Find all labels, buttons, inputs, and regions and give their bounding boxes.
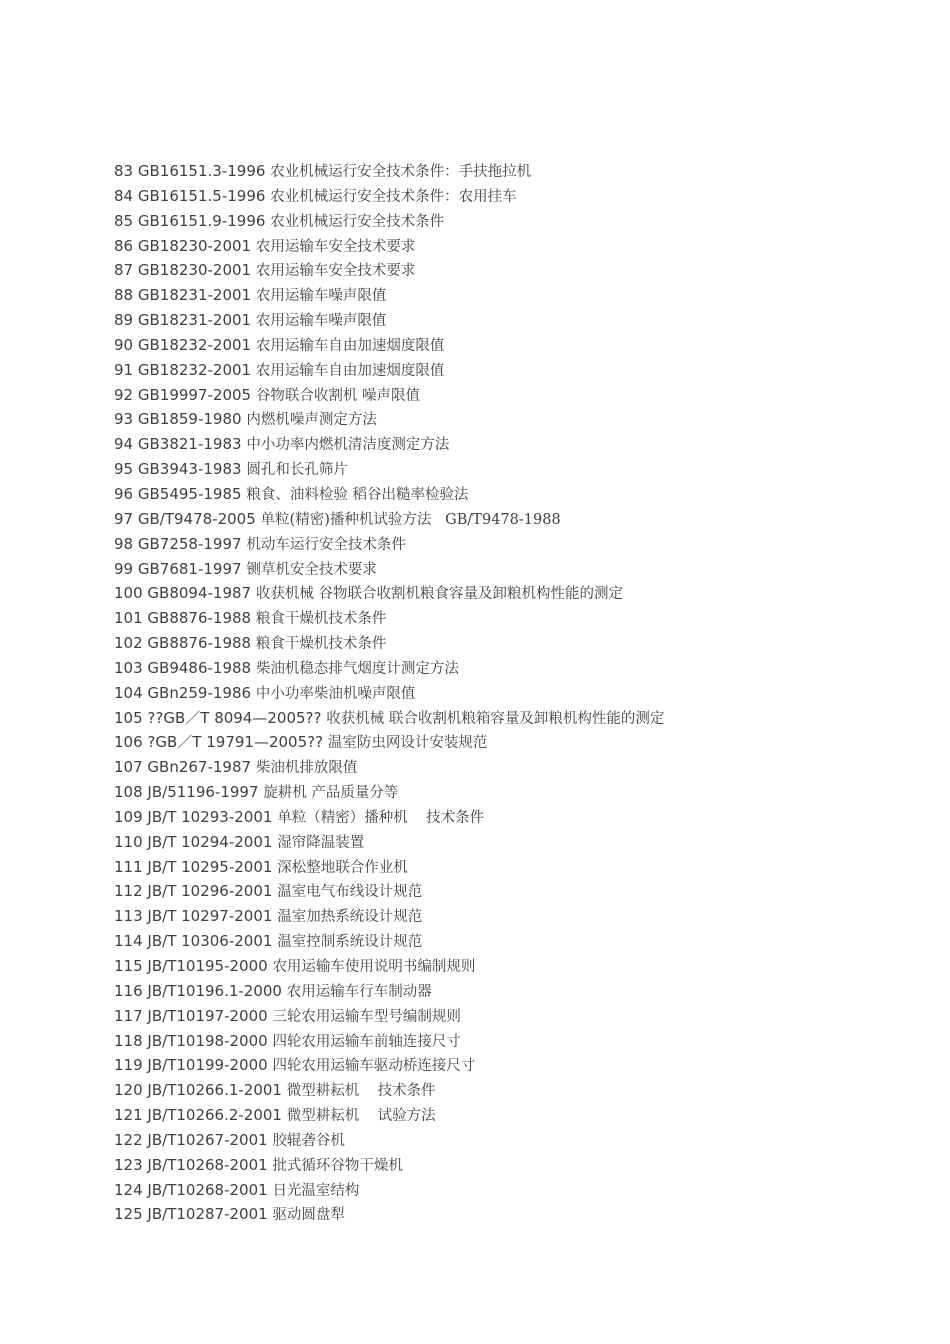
standard-code: GB18230-2001 bbox=[137, 261, 252, 280]
standard-title: 农业机械运行安全技术条件：手扶拖拉机 bbox=[270, 164, 532, 180]
list-item bbox=[114, 532, 914, 557]
standard-code: GBn259-1986 bbox=[147, 683, 252, 702]
item-number: 88 bbox=[114, 286, 134, 305]
list-item bbox=[114, 631, 914, 656]
standard-title: 四轮农用运输车前轴连接尺寸 bbox=[272, 1033, 461, 1050]
list-item bbox=[114, 830, 914, 855]
standard-code: JB/T 10296-2001 bbox=[147, 882, 273, 901]
item-number: 102 bbox=[114, 634, 143, 653]
standard-code: JB/T10266.1-2001 bbox=[147, 1081, 282, 1100]
standard-code: JB/T10287-2001 bbox=[147, 1205, 268, 1224]
item-number: 103 bbox=[114, 658, 143, 677]
item-number: 107 bbox=[114, 758, 143, 777]
standard-title: 农业机械运行安全技术条件：农用挂车 bbox=[270, 188, 517, 205]
item-number: 85 bbox=[114, 211, 134, 230]
standards-list bbox=[114, 159, 914, 1227]
standard-title: 中小功率柴油机噪声限值 bbox=[255, 685, 416, 702]
standard-title: 铡草机安全技术要求 bbox=[246, 561, 377, 578]
item-number: 123 bbox=[114, 1155, 143, 1174]
list-item bbox=[114, 954, 914, 979]
standard-title: 温室防虫网设计安装规范 bbox=[327, 735, 488, 752]
standard-title: 粮食干燥机技术条件 bbox=[255, 636, 387, 653]
list-item bbox=[114, 507, 914, 532]
item-number: 94 bbox=[114, 435, 134, 454]
list-item bbox=[114, 432, 914, 457]
standard-title: 温室加热系统设计规范 bbox=[277, 909, 423, 926]
standard-code: GB7681-1997 bbox=[137, 559, 242, 578]
item-number: 111 bbox=[114, 857, 143, 876]
standard-title: 柴油机稳态排气烟度计测定方法 bbox=[255, 660, 459, 677]
standard-title: 机动车运行安全技术条件 bbox=[246, 536, 406, 553]
standard-title: 三轮农用运输车型号编制规则 bbox=[272, 1008, 461, 1025]
item-number: 119 bbox=[114, 1056, 143, 1075]
standard-code: GB/T9478-2005 bbox=[137, 509, 256, 528]
standard-title: 农用运输车使用说明书编制规则 bbox=[272, 959, 476, 975]
list-item bbox=[114, 1153, 914, 1178]
list-item bbox=[114, 879, 914, 904]
standard-code: GB1859-1980 bbox=[137, 410, 242, 429]
standard-title: 柴油机排放限值 bbox=[255, 760, 358, 777]
item-number: 112 bbox=[114, 882, 143, 901]
item-number: 87 bbox=[114, 261, 134, 280]
standard-title: 农用运输车自由加速烟度限值 bbox=[255, 337, 445, 354]
list-item bbox=[114, 1178, 914, 1203]
standard-code: GB18232-2001 bbox=[137, 335, 252, 354]
list-item bbox=[114, 557, 914, 582]
standard-code: JB/T10268-2001 bbox=[147, 1155, 268, 1174]
standard-title: 农用运输车行车制动器 bbox=[286, 983, 432, 1000]
standard-title: 日光温室结构 bbox=[272, 1182, 360, 1199]
item-number: 84 bbox=[114, 186, 134, 205]
item-number: 97 bbox=[114, 509, 134, 528]
list-item bbox=[114, 308, 914, 333]
standard-title: 批式循环谷物干燥机 bbox=[272, 1157, 403, 1174]
standard-title: 收获机械 联合收割机粮箱容量及卸粮机构性能的测定 bbox=[326, 710, 665, 727]
standard-title: 驱动圆盘犁 bbox=[272, 1207, 345, 1224]
list-item bbox=[114, 581, 914, 606]
standard-code: GB3943-1983 bbox=[137, 460, 242, 479]
standard-code: GB18230-2001 bbox=[137, 236, 252, 255]
item-number: 125 bbox=[114, 1205, 143, 1224]
item-number: 113 bbox=[114, 907, 143, 926]
list-item bbox=[114, 855, 914, 880]
standard-code: GB7258-1997 bbox=[137, 534, 242, 553]
standard-title: 农用运输车噪声限值 bbox=[255, 288, 387, 305]
item-number: 121 bbox=[114, 1106, 143, 1125]
standard-title: 谷物联合收割机 噪声限值 bbox=[255, 387, 420, 404]
standard-title: 内燃机噪声测定方法 bbox=[246, 412, 377, 429]
standard-code: JB/T 10306-2001 bbox=[147, 932, 273, 951]
item-number: 117 bbox=[114, 1006, 143, 1025]
list-item bbox=[114, 706, 914, 731]
list-item bbox=[114, 283, 914, 308]
standard-code: GB8094-1987 bbox=[147, 584, 252, 603]
item-number: 96 bbox=[114, 484, 134, 503]
standard-title: 四轮农用运输车驱动桥连接尺寸 bbox=[272, 1058, 476, 1075]
item-number: 122 bbox=[114, 1130, 143, 1149]
standard-code: GB8876-1988 bbox=[147, 609, 252, 628]
standard-code: GB16151.5-1996 bbox=[137, 186, 266, 205]
standard-code: GB8876-1988 bbox=[147, 634, 252, 653]
item-number: 86 bbox=[114, 236, 134, 255]
list-item bbox=[114, 159, 914, 184]
item-number: 109 bbox=[114, 807, 143, 826]
item-number: 116 bbox=[114, 981, 143, 1000]
standard-code: JB/T 10293-2001 bbox=[147, 807, 273, 826]
standard-code: JB/T10267-2001 bbox=[147, 1130, 268, 1149]
item-number: 83 bbox=[114, 162, 134, 180]
standard-title: 单粒(精密)播种机试验方法 GB/T9478-1988 bbox=[260, 511, 561, 528]
standard-code: JB/T 10294-2001 bbox=[147, 832, 273, 851]
list-item bbox=[114, 730, 914, 755]
standard-title: 深松整地联合作业机 bbox=[277, 859, 408, 876]
list-item bbox=[114, 407, 914, 432]
standard-code: JB/T 10297-2001 bbox=[147, 907, 273, 926]
list-item bbox=[114, 457, 914, 482]
list-item bbox=[114, 482, 914, 507]
item-number: 106 bbox=[114, 733, 143, 752]
standard-title: 温室控制系统设计规范 bbox=[277, 934, 423, 951]
item-number: 93 bbox=[114, 410, 134, 429]
list-item bbox=[114, 979, 914, 1004]
standard-code: GB18232-2001 bbox=[137, 360, 252, 379]
list-item bbox=[114, 1128, 914, 1153]
standard-code: JB/T10266.2-2001 bbox=[147, 1106, 282, 1125]
list-item bbox=[114, 681, 914, 706]
standard-title: 农用运输车自由加速烟度限值 bbox=[255, 362, 445, 379]
standard-code: JB/T10195-2000 bbox=[147, 957, 268, 975]
item-number: 105 bbox=[114, 708, 143, 727]
list-item bbox=[114, 333, 914, 358]
standard-code: JB/T10198-2000 bbox=[147, 1031, 268, 1050]
standard-code: GB3821-1983 bbox=[137, 435, 242, 454]
item-number: 92 bbox=[114, 385, 134, 404]
standard-title: 微型耕耘机 技术条件 bbox=[286, 1083, 436, 1100]
list-item bbox=[114, 780, 914, 805]
standard-title: 农用运输车噪声限值 bbox=[255, 313, 387, 330]
list-item bbox=[114, 1078, 914, 1103]
standard-code: JB/T10196.1-2000 bbox=[147, 981, 282, 1000]
item-number: 108 bbox=[114, 783, 143, 802]
list-item bbox=[114, 805, 914, 830]
standard-title: 粮食、油料检验 稻谷出糙率检验法 bbox=[246, 486, 469, 503]
list-item bbox=[114, 755, 914, 780]
standard-code: JB/T10197-2000 bbox=[147, 1006, 268, 1025]
standard-code: JB/T10268-2001 bbox=[147, 1180, 268, 1199]
item-number: 104 bbox=[114, 683, 143, 702]
standard-code: GB16151.3-1996 bbox=[137, 162, 266, 180]
standard-code: GB18231-2001 bbox=[137, 311, 252, 330]
standard-title: 圆孔和长孔筛片 bbox=[246, 462, 348, 479]
list-item bbox=[114, 234, 914, 259]
list-item bbox=[114, 1103, 914, 1128]
standard-title: 湿帘降温装置 bbox=[277, 834, 365, 851]
standard-code: JB/51196-1997 bbox=[147, 783, 259, 802]
item-number: 89 bbox=[114, 311, 134, 330]
standard-code: ??GB／T 8094—2005?? bbox=[147, 708, 322, 727]
list-item bbox=[114, 656, 914, 681]
standard-code: GB9486-1988 bbox=[147, 658, 252, 677]
standard-title: 农用运输车安全技术要求 bbox=[255, 263, 416, 280]
list-item bbox=[114, 184, 914, 209]
list-item bbox=[114, 929, 914, 954]
standard-code: GB5495-1985 bbox=[137, 484, 242, 503]
standard-code: GB19997-2005 bbox=[137, 385, 252, 404]
list-item bbox=[114, 904, 914, 929]
item-number: 118 bbox=[114, 1031, 143, 1050]
standard-title: 中小功率内燃机清洁度测定方法 bbox=[246, 437, 450, 454]
standard-code: JB/T 10295-2001 bbox=[147, 857, 273, 876]
item-number: 95 bbox=[114, 460, 134, 479]
item-number: 115 bbox=[114, 957, 143, 975]
list-item bbox=[114, 1029, 914, 1054]
item-number: 90 bbox=[114, 335, 134, 354]
standard-title: 单粒（精密）播种机 技术条件 bbox=[277, 809, 485, 826]
list-item bbox=[114, 209, 914, 234]
item-number: 99 bbox=[114, 559, 134, 578]
list-item bbox=[114, 258, 914, 283]
standard-title: 旋耕机 产品质量分等 bbox=[263, 785, 399, 802]
standard-title: 农用运输车安全技术要求 bbox=[255, 238, 416, 255]
item-number: 101 bbox=[114, 609, 143, 628]
item-number: 91 bbox=[114, 360, 134, 379]
list-item bbox=[114, 1004, 914, 1029]
item-number: 114 bbox=[114, 932, 143, 951]
list-item bbox=[114, 1053, 914, 1078]
standard-code: ?GB／T 19791—2005?? bbox=[147, 733, 324, 752]
standard-title: 收获机械 谷物联合收割机粮食容量及卸粮机构性能的测定 bbox=[255, 586, 623, 603]
item-number: 98 bbox=[114, 534, 134, 553]
list-item bbox=[114, 1202, 914, 1227]
standard-code: GB16151.9-1996 bbox=[137, 211, 266, 230]
standard-title: 温室电气布线设计规范 bbox=[277, 884, 423, 901]
standard-code: JB/T10199-2000 bbox=[147, 1056, 268, 1075]
standard-title: 胶辊砻谷机 bbox=[272, 1132, 345, 1149]
item-number: 124 bbox=[114, 1180, 143, 1199]
item-number: 110 bbox=[114, 832, 143, 851]
standard-title: 农业机械运行安全技术条件 bbox=[270, 213, 445, 230]
list-item bbox=[114, 383, 914, 408]
list-item bbox=[114, 606, 914, 631]
standard-title: 微型耕耘机 试验方法 bbox=[286, 1108, 436, 1125]
standard-code: GBn267-1987 bbox=[147, 758, 252, 777]
standard-title: 粮食干燥机技术条件 bbox=[255, 611, 387, 628]
standard-code: GB18231-2001 bbox=[137, 286, 252, 305]
list-item bbox=[114, 358, 914, 383]
item-number: 120 bbox=[114, 1081, 143, 1100]
item-number: 100 bbox=[114, 584, 143, 603]
